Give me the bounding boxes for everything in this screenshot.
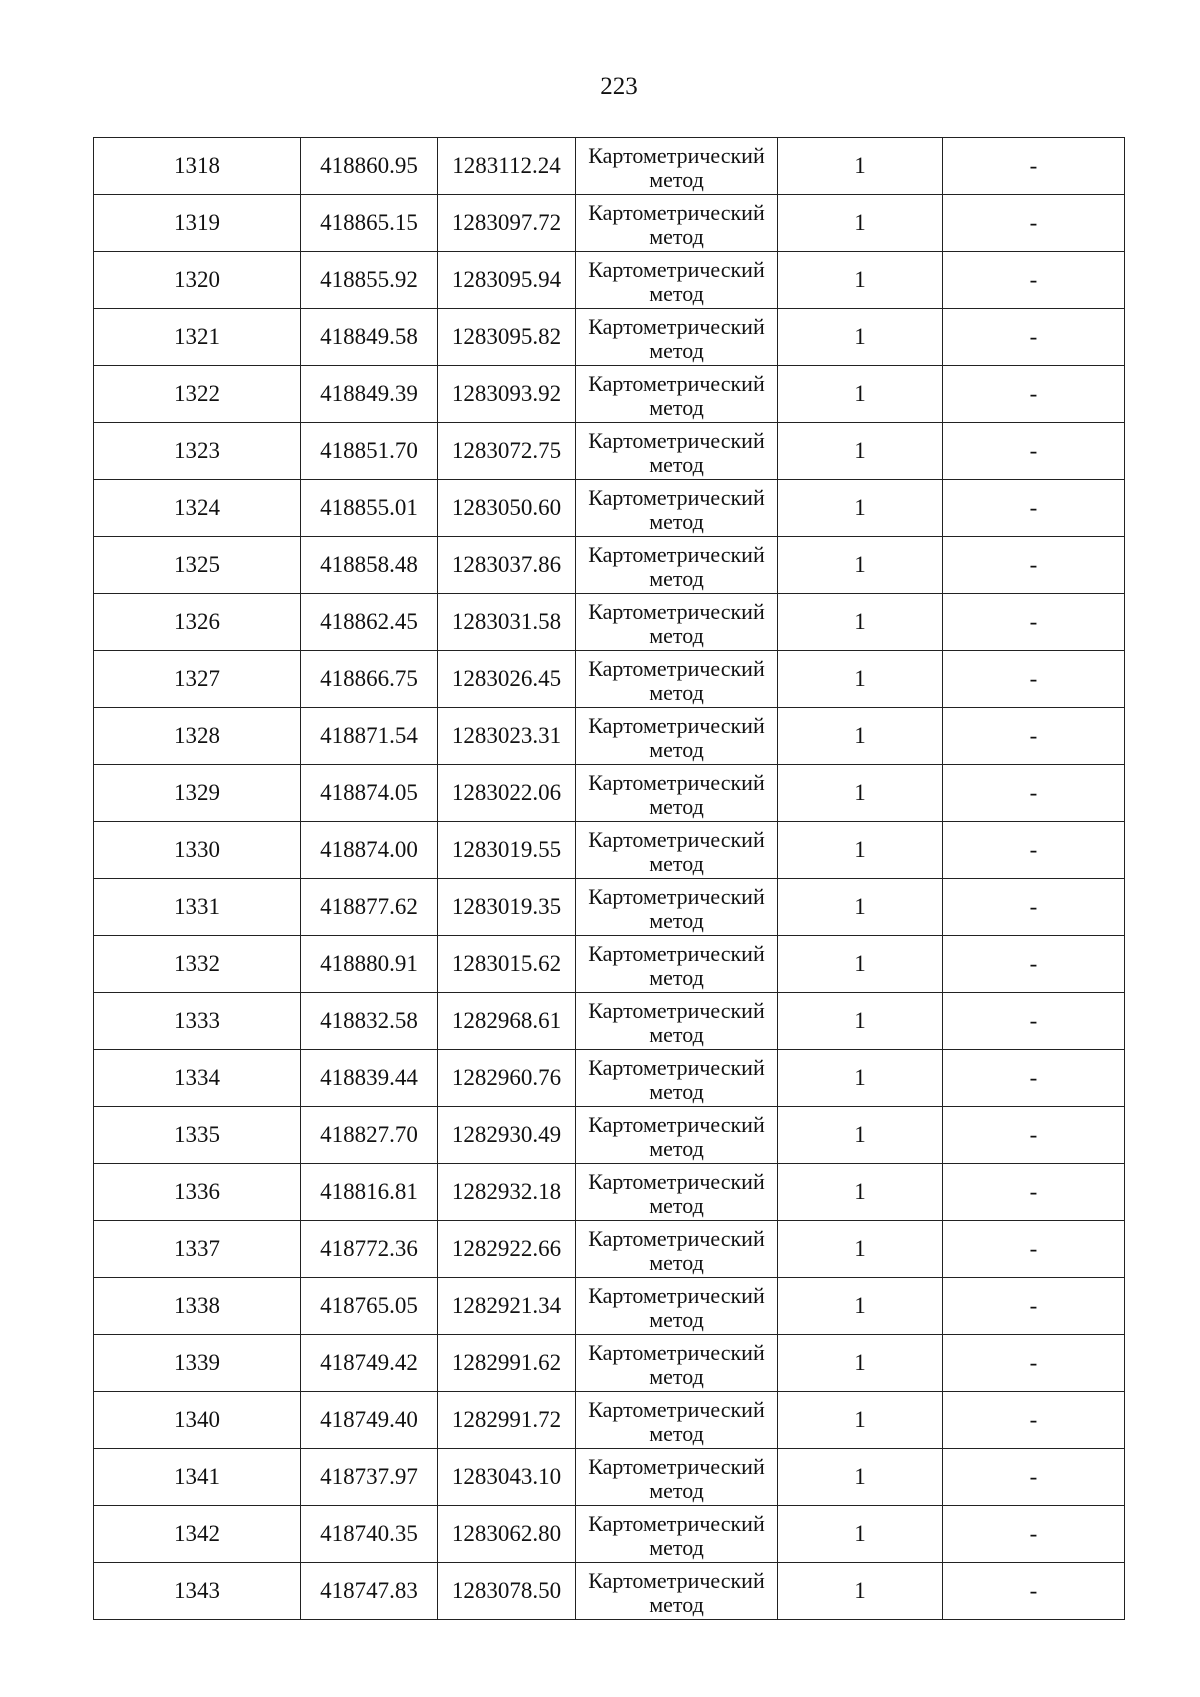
table-row — [94, 651, 1125, 708]
x-coordinate-cell: 418839.44 — [301, 1050, 438, 1107]
point-id-cell: 1321 — [94, 309, 301, 366]
note-cell: - — [943, 366, 1125, 423]
point-id-cell: 1340 — [94, 1392, 301, 1449]
table-row — [94, 1392, 1125, 1449]
method-line-1: Картометрический — [588, 1339, 765, 1365]
method-line-2: метод — [649, 565, 704, 591]
method-cell — [576, 879, 778, 936]
method-cell — [576, 138, 778, 195]
table-row — [94, 765, 1125, 822]
accuracy-cell: 1 — [778, 252, 943, 309]
table-row — [94, 879, 1125, 936]
method-line-1: Картометрический — [588, 370, 765, 396]
method-line-2: метод — [649, 1477, 704, 1503]
y-coordinate-cell: 1283019.55 — [438, 822, 576, 879]
method-line-1: Картометрический — [588, 883, 765, 909]
accuracy-cell: 1 — [778, 1449, 943, 1506]
note-cell: - — [943, 936, 1125, 993]
accuracy-cell: 1 — [778, 195, 943, 252]
y-coordinate-cell: 1283095.82 — [438, 309, 576, 366]
table-row — [94, 594, 1125, 651]
method-cell — [576, 480, 778, 537]
method-line-1: Картометрический — [588, 199, 765, 225]
method-line-2: метод — [649, 679, 704, 705]
accuracy-cell: 1 — [778, 993, 943, 1050]
method-cell — [576, 1221, 778, 1278]
accuracy-cell: 1 — [778, 1050, 943, 1107]
point-id-cell: 1325 — [94, 537, 301, 594]
note-cell: - — [943, 708, 1125, 765]
x-coordinate-cell: 418871.54 — [301, 708, 438, 765]
method-line-1: Картометрический — [588, 997, 765, 1023]
point-id-cell: 1338 — [94, 1278, 301, 1335]
point-id-cell: 1319 — [94, 195, 301, 252]
note-cell: - — [943, 1449, 1125, 1506]
method-line-1: Картометрический — [588, 313, 765, 339]
note-cell: - — [943, 1164, 1125, 1221]
accuracy-cell: 1 — [778, 1164, 943, 1221]
method-line-1: Картометрический — [588, 826, 765, 852]
accuracy-cell: 1 — [778, 822, 943, 879]
method-line-2: метод — [649, 166, 704, 192]
x-coordinate-cell: 418740.35 — [301, 1506, 438, 1563]
method-line-2: метод — [649, 1249, 704, 1275]
note-cell: - — [943, 879, 1125, 936]
y-coordinate-cell: 1283078.50 — [438, 1563, 576, 1620]
y-coordinate-cell: 1283062.80 — [438, 1506, 576, 1563]
method-cell — [576, 651, 778, 708]
method-cell — [576, 765, 778, 822]
y-coordinate-cell: 1283072.75 — [438, 423, 576, 480]
accuracy-cell: 1 — [778, 480, 943, 537]
x-coordinate-cell: 418877.62 — [301, 879, 438, 936]
method-line-1: Картометрический — [588, 142, 765, 168]
method-line-1: Картометрический — [588, 1282, 765, 1308]
note-cell: - — [943, 309, 1125, 366]
note-cell: - — [943, 1392, 1125, 1449]
y-coordinate-cell: 1283026.45 — [438, 651, 576, 708]
x-coordinate-cell: 418816.81 — [301, 1164, 438, 1221]
y-coordinate-cell: 1283112.24 — [438, 138, 576, 195]
coordinates-table — [93, 137, 1125, 1620]
accuracy-cell: 1 — [778, 708, 943, 765]
method-cell — [576, 1107, 778, 1164]
point-id-cell: 1343 — [94, 1563, 301, 1620]
note-cell: - — [943, 1563, 1125, 1620]
accuracy-cell: 1 — [778, 1335, 943, 1392]
x-coordinate-cell: 418832.58 — [301, 993, 438, 1050]
x-coordinate-cell: 418765.05 — [301, 1278, 438, 1335]
x-coordinate-cell: 418849.39 — [301, 366, 438, 423]
point-id-cell: 1326 — [94, 594, 301, 651]
method-cell — [576, 1335, 778, 1392]
method-line-2: метод — [649, 1306, 704, 1332]
point-id-cell: 1327 — [94, 651, 301, 708]
accuracy-cell: 1 — [778, 1563, 943, 1620]
table-row — [94, 1278, 1125, 1335]
method-line-1: Картометрический — [588, 1396, 765, 1422]
method-cell — [576, 1050, 778, 1107]
table-row — [94, 1506, 1125, 1563]
method-cell — [576, 1563, 778, 1620]
method-cell — [576, 195, 778, 252]
accuracy-cell: 1 — [778, 537, 943, 594]
accuracy-cell: 1 — [778, 765, 943, 822]
method-cell — [576, 537, 778, 594]
method-line-2: метод — [649, 337, 704, 363]
table-row — [94, 936, 1125, 993]
method-line-2: метод — [649, 1192, 704, 1218]
point-id-cell: 1331 — [94, 879, 301, 936]
note-cell: - — [943, 1506, 1125, 1563]
y-coordinate-cell: 1283023.31 — [438, 708, 576, 765]
method-line-2: метод — [649, 1078, 704, 1104]
method-cell — [576, 594, 778, 651]
y-coordinate-cell: 1283031.58 — [438, 594, 576, 651]
method-line-2: метод — [649, 850, 704, 876]
method-line-2: метод — [649, 793, 704, 819]
accuracy-cell: 1 — [778, 1221, 943, 1278]
method-cell — [576, 1449, 778, 1506]
y-coordinate-cell: 1283022.06 — [438, 765, 576, 822]
y-coordinate-cell: 1282960.76 — [438, 1050, 576, 1107]
method-line-1: Картометрический — [588, 541, 765, 567]
y-coordinate-cell: 1282922.66 — [438, 1221, 576, 1278]
note-cell: - — [943, 1278, 1125, 1335]
note-cell: - — [943, 651, 1125, 708]
table-row — [94, 480, 1125, 537]
point-id-cell: 1337 — [94, 1221, 301, 1278]
method-line-1: Картометрический — [588, 940, 765, 966]
method-line-1: Картометрический — [588, 1225, 765, 1251]
note-cell: - — [943, 480, 1125, 537]
method-cell — [576, 1278, 778, 1335]
point-id-cell: 1333 — [94, 993, 301, 1050]
method-line-1: Картометрический — [588, 1111, 765, 1137]
x-coordinate-cell: 418866.75 — [301, 651, 438, 708]
table-row — [94, 1335, 1125, 1392]
y-coordinate-cell: 1283050.60 — [438, 480, 576, 537]
note-cell: - — [943, 195, 1125, 252]
method-line-2: метод — [649, 1534, 704, 1560]
method-line-1: Картометрический — [588, 256, 765, 282]
note-cell: - — [943, 138, 1125, 195]
method-line-1: Картометрический — [588, 1054, 765, 1080]
method-line-1: Картометрический — [588, 1168, 765, 1194]
method-line-2: метод — [649, 223, 704, 249]
table-row — [94, 423, 1125, 480]
note-cell: - — [943, 1221, 1125, 1278]
y-coordinate-cell: 1282932.18 — [438, 1164, 576, 1221]
point-id-cell: 1329 — [94, 765, 301, 822]
method-line-2: метод — [649, 394, 704, 420]
method-line-1: Картометрический — [588, 598, 765, 624]
note-cell: - — [943, 1107, 1125, 1164]
y-coordinate-cell: 1282930.49 — [438, 1107, 576, 1164]
method-cell — [576, 366, 778, 423]
method-cell — [576, 708, 778, 765]
x-coordinate-cell: 418855.01 — [301, 480, 438, 537]
method-line-2: метод — [649, 1363, 704, 1389]
table-row — [94, 366, 1125, 423]
method-line-2: метод — [649, 280, 704, 306]
note-cell: - — [943, 423, 1125, 480]
table-row — [94, 138, 1125, 195]
y-coordinate-cell: 1283015.62 — [438, 936, 576, 993]
method-line-2: метод — [649, 451, 704, 477]
method-line-2: метод — [649, 1135, 704, 1161]
accuracy-cell: 1 — [778, 366, 943, 423]
method-cell — [576, 993, 778, 1050]
method-line-1: Картометрический — [588, 1567, 765, 1593]
method-line-1: Картометрический — [588, 769, 765, 795]
point-id-cell: 1323 — [94, 423, 301, 480]
method-cell — [576, 1164, 778, 1221]
method-line-2: метод — [649, 1591, 704, 1617]
point-id-cell: 1330 — [94, 822, 301, 879]
point-id-cell: 1342 — [94, 1506, 301, 1563]
method-line-1: Картометрический — [588, 712, 765, 738]
method-line-1: Картометрический — [588, 427, 765, 453]
x-coordinate-cell: 418874.05 — [301, 765, 438, 822]
table-row — [94, 993, 1125, 1050]
table-row — [94, 1164, 1125, 1221]
table-row — [94, 1107, 1125, 1164]
note-cell: - — [943, 1335, 1125, 1392]
y-coordinate-cell: 1283095.94 — [438, 252, 576, 309]
x-coordinate-cell: 418860.95 — [301, 138, 438, 195]
accuracy-cell: 1 — [778, 1392, 943, 1449]
x-coordinate-cell: 418827.70 — [301, 1107, 438, 1164]
point-id-cell: 1324 — [94, 480, 301, 537]
method-line-2: метод — [649, 736, 704, 762]
method-cell — [576, 936, 778, 993]
method-line-2: метод — [649, 622, 704, 648]
x-coordinate-cell: 418849.58 — [301, 309, 438, 366]
method-cell — [576, 423, 778, 480]
point-id-cell: 1341 — [94, 1449, 301, 1506]
y-coordinate-cell: 1282921.34 — [438, 1278, 576, 1335]
point-id-cell: 1334 — [94, 1050, 301, 1107]
x-coordinate-cell: 418880.91 — [301, 936, 438, 993]
table-row — [94, 537, 1125, 594]
y-coordinate-cell: 1283043.10 — [438, 1449, 576, 1506]
point-id-cell: 1339 — [94, 1335, 301, 1392]
table-row — [94, 708, 1125, 765]
x-coordinate-cell: 418874.00 — [301, 822, 438, 879]
point-id-cell: 1336 — [94, 1164, 301, 1221]
point-id-cell: 1335 — [94, 1107, 301, 1164]
x-coordinate-cell: 418858.48 — [301, 537, 438, 594]
x-coordinate-cell: 418749.42 — [301, 1335, 438, 1392]
method-line-1: Картометрический — [588, 655, 765, 681]
y-coordinate-cell: 1282968.61 — [438, 993, 576, 1050]
method-line-1: Картометрический — [588, 484, 765, 510]
accuracy-cell: 1 — [778, 1506, 943, 1563]
note-cell: - — [943, 594, 1125, 651]
point-id-cell: 1332 — [94, 936, 301, 993]
accuracy-cell: 1 — [778, 1107, 943, 1164]
table-row — [94, 1050, 1125, 1107]
method-line-2: метод — [649, 1420, 704, 1446]
table-row — [94, 1221, 1125, 1278]
method-cell — [576, 252, 778, 309]
method-cell — [576, 309, 778, 366]
table-row — [94, 822, 1125, 879]
method-cell — [576, 1506, 778, 1563]
point-id-cell: 1322 — [94, 366, 301, 423]
method-cell — [576, 1392, 778, 1449]
accuracy-cell: 1 — [778, 936, 943, 993]
table-row — [94, 252, 1125, 309]
y-coordinate-cell: 1282991.72 — [438, 1392, 576, 1449]
table-row — [94, 1563, 1125, 1620]
point-id-cell: 1328 — [94, 708, 301, 765]
note-cell: - — [943, 765, 1125, 822]
coordinates-table-body — [94, 138, 1125, 1620]
x-coordinate-cell: 418772.36 — [301, 1221, 438, 1278]
note-cell: - — [943, 537, 1125, 594]
x-coordinate-cell: 418851.70 — [301, 423, 438, 480]
method-line-2: метод — [649, 508, 704, 534]
y-coordinate-cell: 1282991.62 — [438, 1335, 576, 1392]
accuracy-cell: 1 — [778, 651, 943, 708]
x-coordinate-cell: 418855.92 — [301, 252, 438, 309]
method-line-2: метод — [649, 1021, 704, 1047]
method-cell — [576, 822, 778, 879]
method-line-2: метод — [649, 907, 704, 933]
note-cell: - — [943, 1050, 1125, 1107]
note-cell: - — [943, 252, 1125, 309]
y-coordinate-cell: 1283093.92 — [438, 366, 576, 423]
x-coordinate-cell: 418862.45 — [301, 594, 438, 651]
x-coordinate-cell: 418737.97 — [301, 1449, 438, 1506]
accuracy-cell: 1 — [778, 879, 943, 936]
accuracy-cell: 1 — [778, 138, 943, 195]
y-coordinate-cell: 1283037.86 — [438, 537, 576, 594]
x-coordinate-cell: 418865.15 — [301, 195, 438, 252]
table-row — [94, 1449, 1125, 1506]
x-coordinate-cell: 418747.83 — [301, 1563, 438, 1620]
y-coordinate-cell: 1283097.72 — [438, 195, 576, 252]
table-row — [94, 309, 1125, 366]
method-line-2: метод — [649, 964, 704, 990]
accuracy-cell: 1 — [778, 423, 943, 480]
accuracy-cell: 1 — [778, 594, 943, 651]
accuracy-cell: 1 — [778, 1278, 943, 1335]
point-id-cell: 1318 — [94, 138, 301, 195]
note-cell: - — [943, 993, 1125, 1050]
x-coordinate-cell: 418749.40 — [301, 1392, 438, 1449]
method-line-1: Картометрический — [588, 1453, 765, 1479]
accuracy-cell: 1 — [778, 309, 943, 366]
point-id-cell: 1320 — [94, 252, 301, 309]
y-coordinate-cell: 1283019.35 — [438, 879, 576, 936]
page-number: 223 — [600, 73, 638, 100]
table-row — [94, 195, 1125, 252]
note-cell: - — [943, 822, 1125, 879]
method-line-1: Картометрический — [588, 1510, 765, 1536]
